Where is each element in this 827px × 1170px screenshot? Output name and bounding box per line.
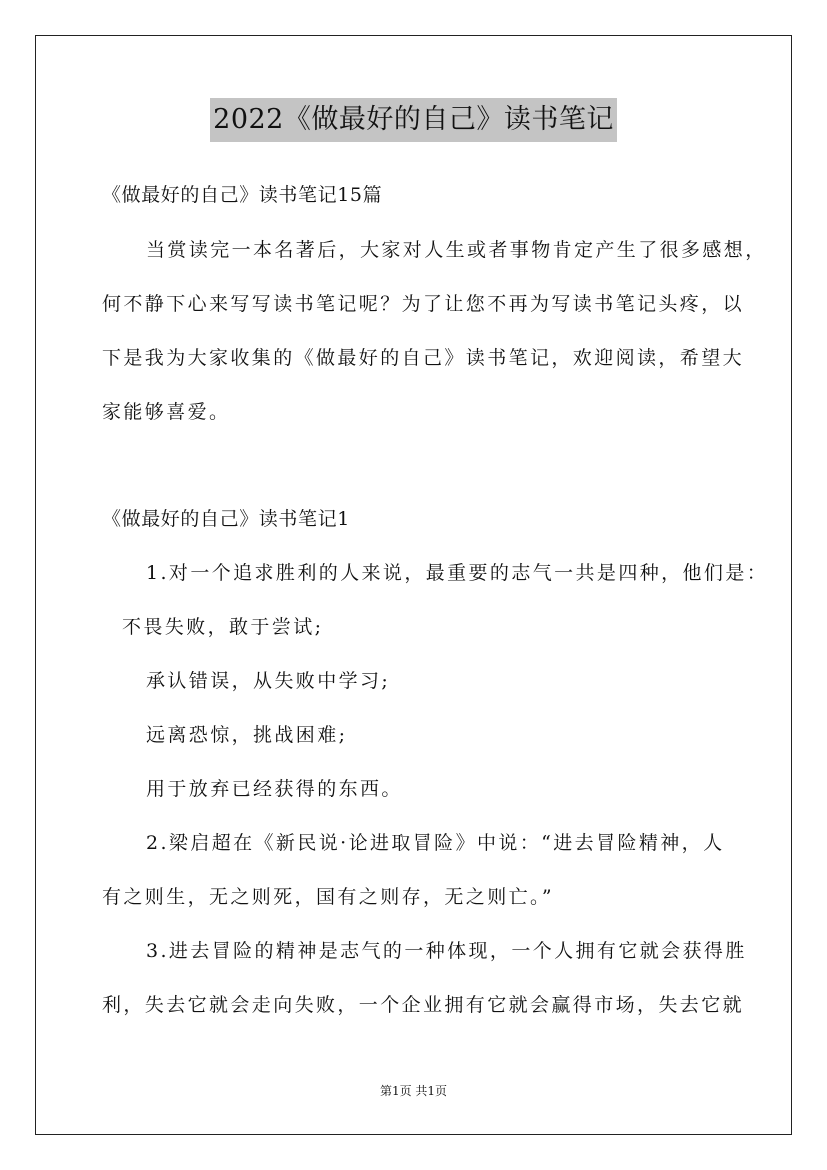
body-line-9: 利，失去它就会走向失败，一个企业拥有它就会赢得市场，失去它就 <box>102 994 745 1016</box>
document-title-wrapper <box>0 98 827 142</box>
intro-line-2: 何不静下心来写写读书笔记呢？为了让您不再为写读书笔记头疼，以 <box>102 293 745 315</box>
body-line-3: 承认错误，从失败中学习; <box>146 670 391 692</box>
document-title: 2022《做最好的自己》读书笔记 <box>210 98 617 142</box>
body-line-5: 用于放弃已经获得的东西。 <box>146 778 403 800</box>
body-line-8: 3.进去冒险的精神是志气的一种体现，一个人拥有它就会获得胜 <box>146 940 747 962</box>
body-line-7: 有之则生，无之则死，国有之则存，无之则亡。” <box>102 886 555 908</box>
document-subtitle: 《做最好的自己》读书笔记15篇 <box>102 184 383 206</box>
intro-line-3: 下是我为大家收集的《做最好的自己》读书笔记，欢迎阅读，希望大 <box>102 347 745 369</box>
body-line-1: 1.对一个追求胜利的人来说，最重要的志气一共是四种，他们是： <box>146 562 769 584</box>
body-line-2: 不畏失败，敢于尝试; <box>122 616 324 638</box>
body-line-4: 远离恐惊，挑战困难; <box>146 724 348 746</box>
page-footer: 第1页 共1页 <box>379 1084 448 1098</box>
body-line-6: 2.梁启超在《新民说·论进取冒险》中说：“进去冒险精神，人 <box>146 832 725 854</box>
section-heading: 《做最好的自己》读书笔记1 <box>102 508 350 530</box>
intro-line-4: 家能够喜爱。 <box>102 401 231 423</box>
intro-line-1: 当赏读完一本名著后，大家对人生或者事物肯定产生了很多感想， <box>146 239 767 261</box>
